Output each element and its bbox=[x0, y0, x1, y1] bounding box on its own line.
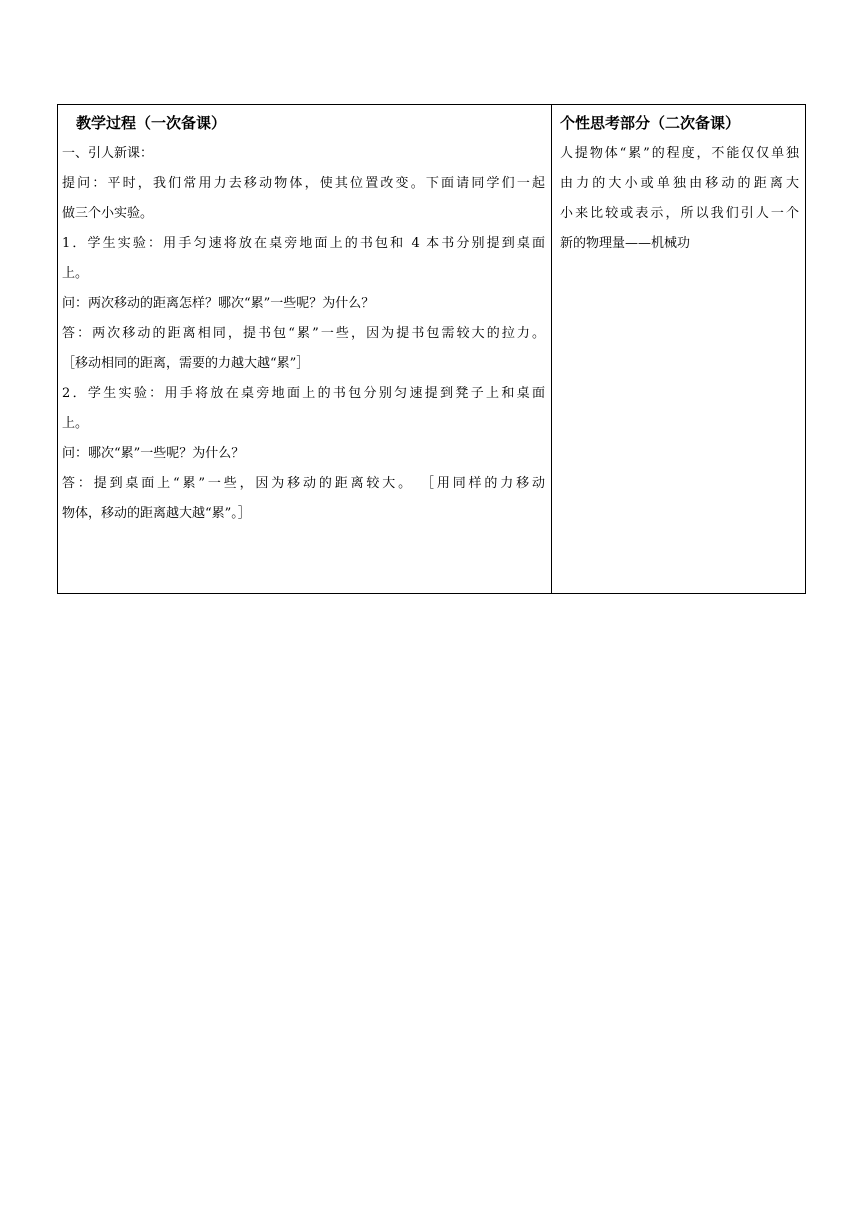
text-line: 问：两次移动的距离怎样？哪次“累”一些呢？为什么？ bbox=[62, 296, 375, 311]
teaching-process-heading: 教学过程（一次备课） bbox=[76, 114, 227, 132]
text-line: ［移动相同的距离，需要的力越大越“累”］ bbox=[62, 356, 310, 371]
lesson-plan-table bbox=[57, 104, 806, 594]
text-line: 1．学生实验：用手匀速将放在桌旁地面上的书包和 4 本书分别提到桌面 bbox=[62, 236, 545, 251]
text-line: 新的物理量——机械功 bbox=[560, 236, 691, 251]
personal-thinking-text bbox=[560, 139, 799, 259]
text-line: 上。 bbox=[62, 266, 89, 281]
text-line: 做三个小实验。 bbox=[62, 206, 154, 221]
text-line: 上。 bbox=[62, 416, 89, 431]
text-line: 由力的大小或单独由移动的距离大 bbox=[560, 176, 799, 191]
text-line: 人提物体“累”的程度，不能仅仅单独 bbox=[560, 146, 799, 161]
text-line: 一、引人新课： bbox=[62, 146, 154, 161]
table-row bbox=[58, 105, 806, 594]
teaching-process-cell bbox=[58, 105, 552, 594]
text-line: 问：哪次“累”一些呢？为什么？ bbox=[62, 446, 245, 461]
teaching-process-text bbox=[62, 139, 545, 529]
text-line: 答：两次移动的距离相同，提书包“累”一些，因为提书包需较大的拉力。 bbox=[62, 326, 545, 341]
text-line: 物体，移动的距离越大越“累”。］ bbox=[62, 506, 251, 521]
text-line: 提问：平时，我们常用力去移动物体，使其位置改变。下面请同学们一起 bbox=[62, 176, 545, 191]
personal-thinking-heading: 个性思考部分（二次备课） bbox=[560, 114, 741, 132]
personal-thinking-cell bbox=[552, 105, 806, 594]
text-line: 答：提到桌面上“累”一些，因为移动的距离较大。 ［用同样的力移动 bbox=[62, 476, 545, 491]
text-line: 2．学生实验：用手将放在桌旁地面上的书包分别匀速提到凳子上和桌面 bbox=[62, 386, 545, 401]
text-line: 小来比较或表示，所以我们引人一个 bbox=[560, 206, 799, 221]
